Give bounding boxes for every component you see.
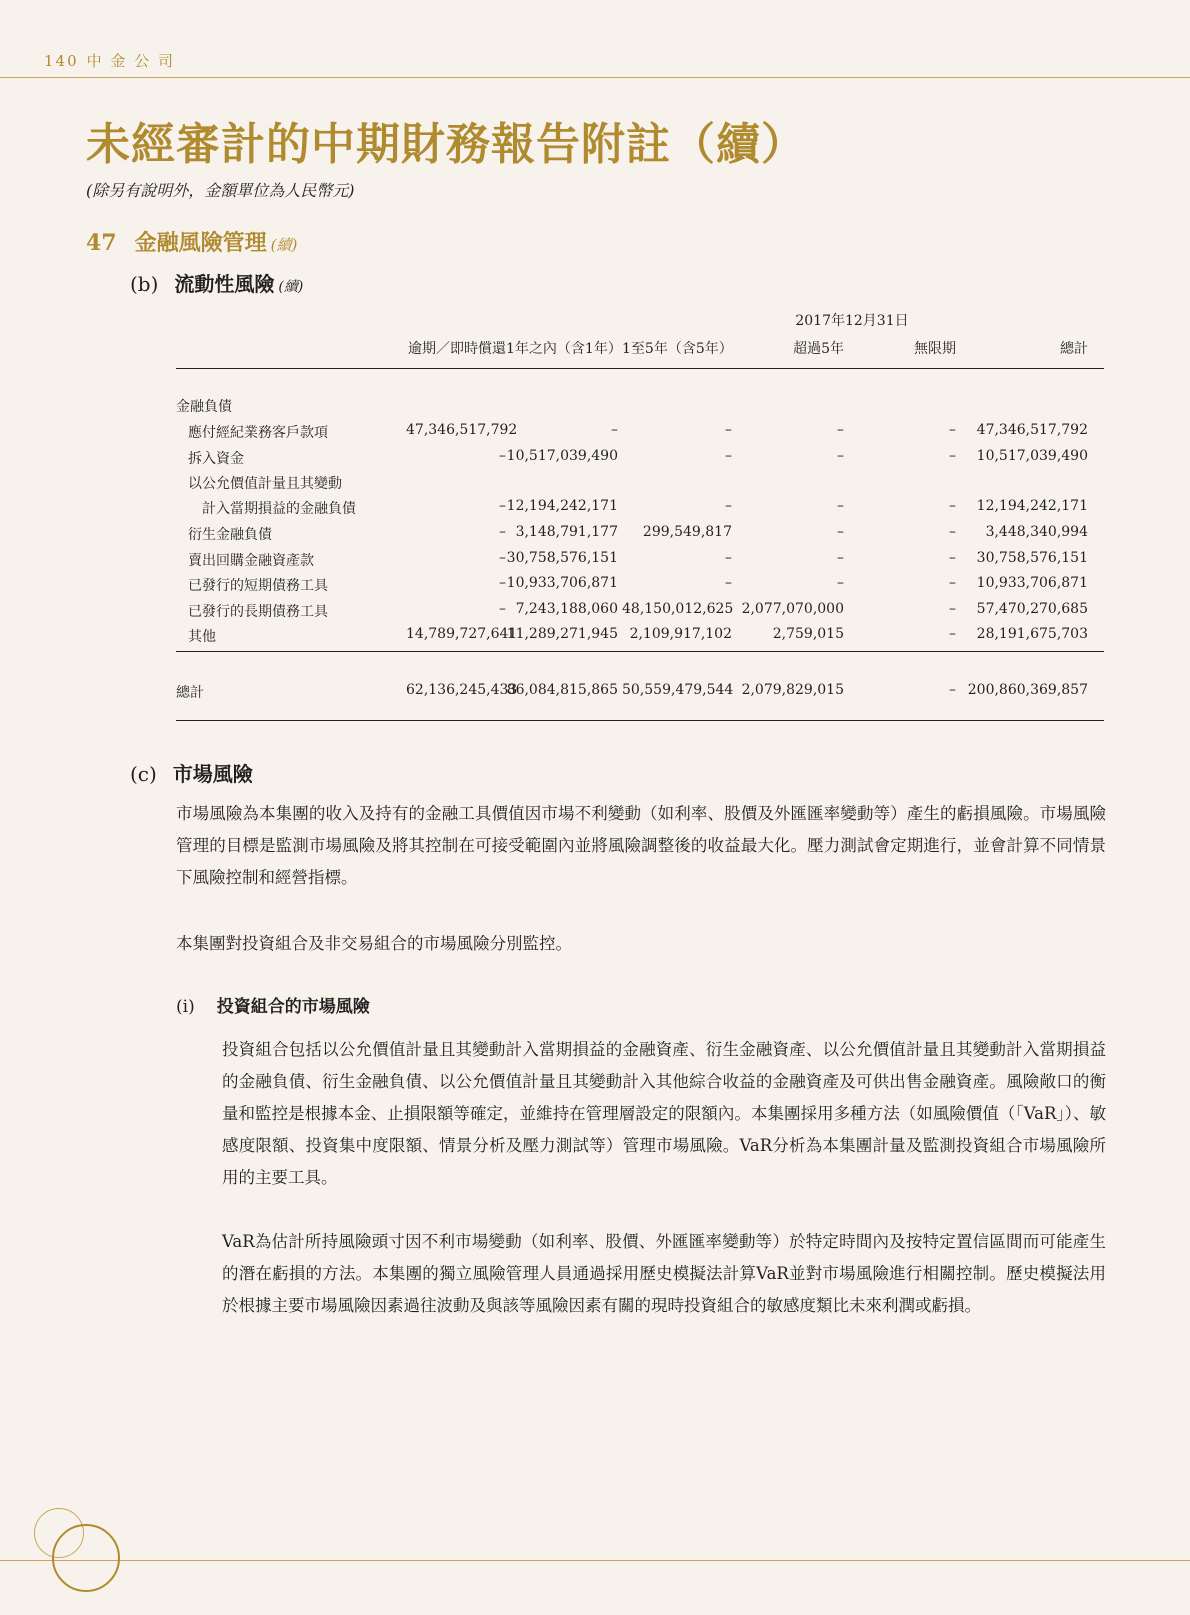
col-header-undated: 無限期 bbox=[914, 341, 956, 357]
subsection-c-letter: (c) bbox=[130, 762, 157, 786]
cell: 11,289,271,945 bbox=[506, 626, 618, 642]
total-rule bbox=[176, 720, 1104, 721]
table-column-headers bbox=[176, 338, 1104, 369]
cell: 47,346,517,792 bbox=[976, 422, 1088, 438]
cell: 200,860,369,857 bbox=[967, 682, 1088, 698]
col-header-total: 總計 bbox=[1060, 341, 1088, 357]
row-label: 已發行的短期債務工具 bbox=[188, 578, 328, 594]
cell: 62,136,245,433 bbox=[406, 682, 518, 698]
row-label: 賣出回購金融資產款 bbox=[188, 553, 314, 569]
cell: 30,758,576,151 bbox=[976, 550, 1088, 566]
paragraph-portfolio: 投資組合包括以公允價值計量且其變動計入當期損益的金融資產、衍生金融資產、以公允價值計量且其變動計入當期損益的金融負債、衍生金融負債、以公允價值計量且其變動計入其他綜合收益的金融資產及可供出售金融資產。風險敞口的衡量和監控是根據本金、止損限額等確定，並維持在管理層設定的限額內。本集團採用多種方法（如風險價值（「VaR」）、敏感度限額、投資集中度限額、情景分析及壓力測試等）管理市場風險。VaR分析為本集團計量及監測投資組合市場風險所用的主要工具。 bbox=[222, 1040, 1106, 1187]
cell: – bbox=[499, 575, 506, 591]
cell: 10,517,039,490 bbox=[976, 448, 1088, 464]
cell: – bbox=[949, 601, 956, 617]
cell: – bbox=[837, 524, 844, 540]
row-label: 總計 bbox=[176, 685, 204, 701]
row-label: 已發行的長期債務工具 bbox=[188, 604, 328, 620]
cell: 2,077,070,000 bbox=[741, 601, 844, 617]
paragraph-market-risk-intro: 市場風險為本集團的收入及持有的金融工具價值因市場不利變動（如利率、股價及外匯匯率變動等）產生的虧損風險。市場風險管理的目標是監測市場風險及將其控制在可接受範圍內並將風險調整後的收益最大化。壓力測試會定期進行，並會計算不同情景下風險控制和經營指標。 bbox=[176, 804, 1106, 887]
page-header bbox=[0, 0, 1190, 78]
row-label: 衍生金融負債 bbox=[188, 527, 272, 543]
group-label-row bbox=[176, 396, 1104, 420]
section-cont: (續) bbox=[270, 236, 298, 254]
section-title: 金融風險管理 bbox=[134, 230, 267, 256]
subsection-b-letter: (b) bbox=[130, 272, 159, 296]
table-row bbox=[176, 473, 1104, 497]
cell: – bbox=[725, 575, 732, 591]
cell: 47,346,517,792 bbox=[406, 422, 518, 438]
cell: – bbox=[837, 498, 844, 514]
table-row bbox=[176, 626, 1104, 650]
col-header-1-5y: 1至5年（含5年） bbox=[622, 341, 733, 357]
cell: – bbox=[499, 498, 506, 514]
cell: – bbox=[837, 422, 844, 438]
subsection-i-heading bbox=[176, 992, 370, 1017]
subsection-i-letter: (i) bbox=[176, 997, 195, 1017]
cell: 3,148,791,177 bbox=[515, 524, 618, 540]
section-number: 47 bbox=[86, 230, 117, 256]
subsection-b-title: 流動性風險 bbox=[174, 272, 275, 296]
table-row bbox=[176, 498, 1104, 522]
table-row bbox=[176, 550, 1104, 574]
table-row bbox=[176, 575, 1104, 599]
cell: 86,084,815,865 bbox=[506, 682, 618, 698]
cell: – bbox=[837, 448, 844, 464]
row-label: 應付經紀業務客戶款項 bbox=[188, 425, 328, 441]
row-label: 以公允價值計量且其變動 bbox=[188, 476, 342, 492]
cell: 28,191,675,703 bbox=[976, 626, 1088, 642]
col-header-over-5y: 超過5年 bbox=[793, 341, 844, 357]
cell: – bbox=[499, 448, 506, 464]
table-row bbox=[176, 448, 1104, 472]
cell: 3,448,340,994 bbox=[985, 524, 1088, 540]
cell: – bbox=[949, 524, 956, 540]
subsection-c-title: 市場風險 bbox=[172, 762, 253, 786]
cell: 2,109,917,102 bbox=[629, 626, 732, 642]
subsection-b-cont: (續) bbox=[278, 279, 304, 295]
col-header-within-1y: 1年之內（含1年） bbox=[506, 341, 622, 357]
cell: 12,194,242,171 bbox=[506, 498, 618, 514]
page-number: 140 bbox=[44, 52, 79, 70]
table-row bbox=[176, 601, 1104, 625]
cell: – bbox=[949, 575, 956, 591]
cell: 7,243,188,060 bbox=[515, 601, 618, 617]
cell: 57,470,270,685 bbox=[976, 601, 1088, 617]
page-subtitle: (除另有說明外，金額單位為人民幣元) bbox=[86, 181, 355, 200]
page-title: 未經審計的中期財務報告附註（續） bbox=[86, 119, 806, 170]
subsection-b-heading bbox=[130, 268, 303, 297]
subsection-i-title: 投資組合的市場風險 bbox=[216, 997, 370, 1017]
section-heading bbox=[86, 226, 297, 257]
decorative-circle-large bbox=[52, 1524, 120, 1592]
table-row bbox=[176, 524, 1104, 548]
cell: 2,079,829,015 bbox=[741, 682, 844, 698]
cell: 48,150,012,625 bbox=[622, 601, 734, 617]
subtotal-rule bbox=[176, 651, 1104, 652]
row-label: 計入當期損益的金融負債 bbox=[202, 501, 356, 517]
cell: 50,559,479,544 bbox=[622, 682, 734, 698]
cell: – bbox=[725, 422, 732, 438]
company-name: 中 金 公 司 bbox=[86, 52, 175, 70]
cell: – bbox=[499, 601, 506, 617]
col-header-overdue: 逾期／即時償還 bbox=[408, 341, 506, 357]
cell: – bbox=[725, 550, 732, 566]
cell: 30,758,576,151 bbox=[506, 550, 618, 566]
cell: – bbox=[611, 422, 618, 438]
cell: 12,194,242,171 bbox=[976, 498, 1088, 514]
cell: – bbox=[837, 575, 844, 591]
cell: – bbox=[949, 626, 956, 642]
cell: – bbox=[949, 448, 956, 464]
cell: – bbox=[949, 498, 956, 514]
cell: – bbox=[949, 422, 956, 438]
cell: 14,789,727,641 bbox=[406, 626, 518, 642]
cell: 10,933,706,871 bbox=[976, 575, 1088, 591]
cell: – bbox=[499, 550, 506, 566]
page-header-text bbox=[44, 50, 175, 71]
paragraph-var: VaR為估計所持風險頭寸因不利市場變動（如利率、股價、外匯匯率變動等）於特定時間內及按特定置信區間而可能產生的潛在虧損的方法。本集團的獨立風險管理人員通過採用歷史模擬法計算VaR並對市場風險進行相關控制。歷史模擬法用於根據主要市場風險因素過往波動及與該等風險因素有關的現時投資組合的敏感度類比未來利潤或虧損。 bbox=[222, 1232, 1106, 1315]
table-row bbox=[176, 422, 1104, 446]
cell: – bbox=[949, 682, 956, 698]
row-label: 拆入資金 bbox=[188, 451, 244, 467]
cell: 299,549,817 bbox=[642, 524, 732, 540]
footer-rule bbox=[0, 1560, 1190, 1561]
row-label: 其他 bbox=[188, 629, 216, 645]
table-date-header: 2017年12月31日 bbox=[795, 313, 909, 329]
subsection-c-heading bbox=[130, 758, 253, 787]
cell: – bbox=[499, 524, 506, 540]
cell: – bbox=[725, 498, 732, 514]
cell: 10,933,706,871 bbox=[506, 575, 618, 591]
cell: – bbox=[949, 550, 956, 566]
cell: – bbox=[725, 448, 732, 464]
total-row bbox=[176, 682, 1104, 706]
paragraph-monitoring: 本集團對投資組合及非交易組合的市場風險分別監控。 bbox=[176, 934, 572, 953]
cell: – bbox=[837, 550, 844, 566]
cell: 10,517,039,490 bbox=[506, 448, 618, 464]
cell: 2,759,015 bbox=[772, 626, 844, 642]
row-label: 金融負債 bbox=[176, 399, 232, 415]
